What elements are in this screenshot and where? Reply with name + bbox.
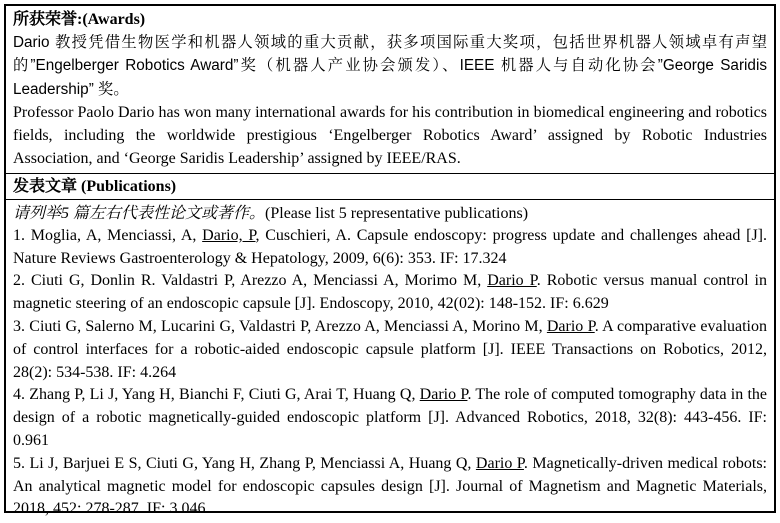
publication-item: 5. Li J, Barjuei E S, Ciuti G, Yang H, Zhang P, Menciassi A, Huang Q, Dario P. Magnetically-driven medical robots: An analytical magnetic model for endoscopic capsules design [J]. Journal of Magnetism and Magnetic Materials, 2018, 452: 278-287. IF: 3.046 xyxy=(13,454,768,518)
publications-intro-en: (Please list 5 representative publications) xyxy=(265,204,529,222)
awards-row xyxy=(6,6,774,173)
publication-item: 1. Moglia, A, Menciassi, A, Dario, P, Cuschieri, A. Capsule endoscopy: progress update and challenges ahead [J]. Nature Reviews Gastroenterology & Hepatology, 2009, 6(6): 353. IF: 17.324 xyxy=(13,226,768,267)
awards-header: 所获荣誉:(Awards) xyxy=(13,11,146,28)
awards-en-paragraph: Professor Paolo Dario has won many international awards for his contribution in biomedical engineering and robotics fields, including the worldwide prestigious ‘Engelberger Robotics Award’ assigned by Robotic Industries Association, and ‘George Saridis Leadership’ assigned by IEEE/RAS. xyxy=(13,103,767,168)
publication-item: 2. Ciuti G, Donlin R. Valdastri P, Arezzo A, Menciassi A, Morimo M, Dario P. Robotic versus manual control in magnetic steering of an endoscopic capsule [J]. Endoscopy, 2010, 42(02): 148-152. IF: 6.629 xyxy=(13,272,767,313)
publication-item: 3. Ciuti G, Salerno M, Lucarini G, Valdastri P, Arezzo A, Menciassi A, Morino M, Dario P. A comparative evaluation of control interfaces for a robotic-aided endoscopic capsule platform [J]. IEEE Transactions on Robotics, 2012, 28(2): 534-538. IF: 4.264 xyxy=(13,317,768,381)
publications-intro xyxy=(13,202,767,225)
publication-item: 4. Zhang P, Li J, Yang H, Bianchi F, Ciuti G, Arai T, Huang Q, Dario P. The role of computed tomography data in the design of a robotic magnetically-guided endoscopic platform [J]. Advanced Robotics, 2018, 32(8): 443-456. IF: 0.961 xyxy=(13,386,768,449)
document-table xyxy=(4,4,776,518)
publications-intro-cn: 请列举5 篇左右代表性论文或著作。 xyxy=(13,204,266,222)
publications-header-row xyxy=(6,173,774,199)
publications-header: 发表文章 (Publications) xyxy=(13,177,177,195)
awards-cn-paragraph: Dario 教授凭借生物医学和机器人领域的重大贡献，获多项国际重大奖项，包括世界机器人领域卓有声望的”Engelberger Robotics Award”奖（机器人产业协会颁发）、IEEE 机器人与自动化协会”George Saridis Leadership” 奖。 xyxy=(13,34,767,98)
publications-row xyxy=(6,199,774,523)
publications-list xyxy=(13,225,767,521)
